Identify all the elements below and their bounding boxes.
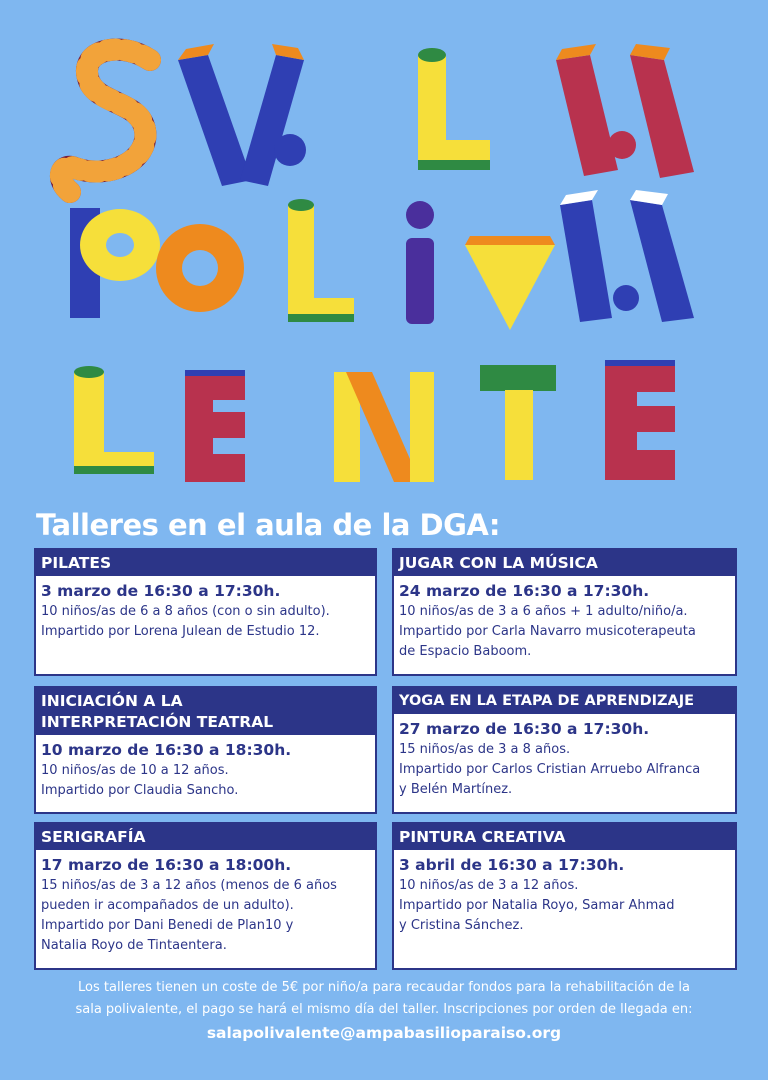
letter-e-2	[605, 360, 675, 480]
workshop-capacity: 10 niños/as de 3 a 6 años + 1 adulto/niño/a.	[399, 604, 688, 619]
workshop-card-teatro	[34, 686, 377, 814]
workshop-date: 17 marzo de 16:30 a 18:00h.	[41, 856, 292, 874]
workshop-title: YOGA EN LA ETAPA DE APRENDIZAJE	[394, 688, 735, 714]
workshop-card-pintura	[392, 822, 737, 970]
workshop-instructor: Impartido por Claudia Sancho.	[41, 783, 239, 798]
workshop-instructor-cont: Natalia Royo de Tintaentera.	[41, 938, 227, 953]
letter-v	[465, 236, 555, 330]
hero-illustration	[0, 0, 768, 505]
workshop-title: PILATES	[36, 550, 375, 576]
letter-a-3	[560, 190, 694, 322]
workshop-title: SERIGRAFÍA	[36, 824, 375, 850]
workshop-capacity: 10 niños/as de 6 a 8 años (con o sin adulto).	[41, 604, 330, 619]
workshop-instructor: Impartido por Lorena Julean de Estudio 12.	[41, 624, 320, 639]
workshop-title-line-2: INTERPRETACIÓN TEATRAL	[41, 713, 274, 731]
letter-l-1	[418, 48, 490, 170]
letter-i	[406, 201, 434, 324]
workshop-card-serigrafia	[34, 822, 377, 970]
footer-info	[20, 977, 748, 1045]
workshop-date: 3 abril de 16:30 a 17:30h.	[399, 856, 625, 874]
workshop-capacity-cont: pueden ir acompañados de un adulto).	[41, 898, 294, 913]
letter-a-2	[556, 44, 694, 178]
letter-l-2	[288, 199, 354, 322]
footer-line-1: Los talleres tienen un coste de 5€ por niño/a para recaudar fondos para la rehabilitación de la	[78, 980, 690, 995]
workshop-capacity: 15 niños/as de 3 a 8 años.	[399, 742, 571, 757]
workshop-date: 10 marzo de 16:30 a 18:30h.	[41, 741, 292, 759]
workshop-title: JUGAR CON LA MÚSICA	[394, 550, 735, 576]
workshop-title	[36, 688, 375, 735]
letter-o	[156, 224, 244, 312]
contact-email[interactable]: salapolivalente@ampabasilioparaiso.org	[206, 1024, 562, 1042]
workshop-instructor: Impartido por Natalia Royo, Samar Ahmad	[399, 898, 675, 913]
workshop-instructor-cont: y Cristina Sánchez.	[399, 918, 524, 933]
workshop-instructor: Impartido por Carla Navarro musicoterapeuta	[399, 624, 696, 639]
letter-a-1	[178, 44, 306, 186]
workshop-title-line-1: INICIACIÓN A LA	[41, 692, 183, 710]
workshop-capacity: 10 niños/as de 10 a 12 años.	[41, 763, 229, 778]
section-title: Talleres en el aula de la DGA:	[36, 508, 501, 542]
block-letters-title	[0, 0, 768, 505]
letter-p	[70, 208, 160, 318]
workshop-date: 27 marzo de 16:30 a 17:30h.	[399, 720, 650, 738]
workshop-title: PINTURA CREATIVA	[394, 824, 735, 850]
footer-line-2: sala polivalente, el pago se hará el mismo día del taller. Inscripciones por orden de llegada en:	[75, 1002, 693, 1017]
workshop-card-pilates	[34, 548, 377, 676]
workshop-card-musica	[392, 548, 737, 676]
letter-n	[334, 372, 434, 482]
workshop-date: 3 marzo de 16:30 a 17:30h.	[41, 582, 281, 600]
letter-t	[480, 365, 556, 480]
letter-e-1	[185, 370, 245, 482]
workshop-capacity: 10 niños/as de 3 a 12 años.	[399, 878, 579, 893]
letter-l-3	[74, 366, 154, 474]
workshop-instructor-cont: de Espacio Baboom.	[399, 644, 532, 659]
workshop-instructor: Impartido por Carlos Cristian Arruebo Alfranca	[399, 762, 701, 777]
workshop-instructor-cont: y Belén Martínez.	[399, 782, 513, 797]
workshop-card-yoga	[392, 686, 737, 814]
workshop-instructor: Impartido por Dani Benedi de Plan10 y	[41, 918, 294, 933]
workshop-date: 24 marzo de 16:30 a 17:30h.	[399, 582, 650, 600]
letter-s-spiral	[61, 50, 150, 192]
workshop-capacity: 15 niños/as de 3 a 12 años (menos de 6 años	[41, 878, 337, 893]
